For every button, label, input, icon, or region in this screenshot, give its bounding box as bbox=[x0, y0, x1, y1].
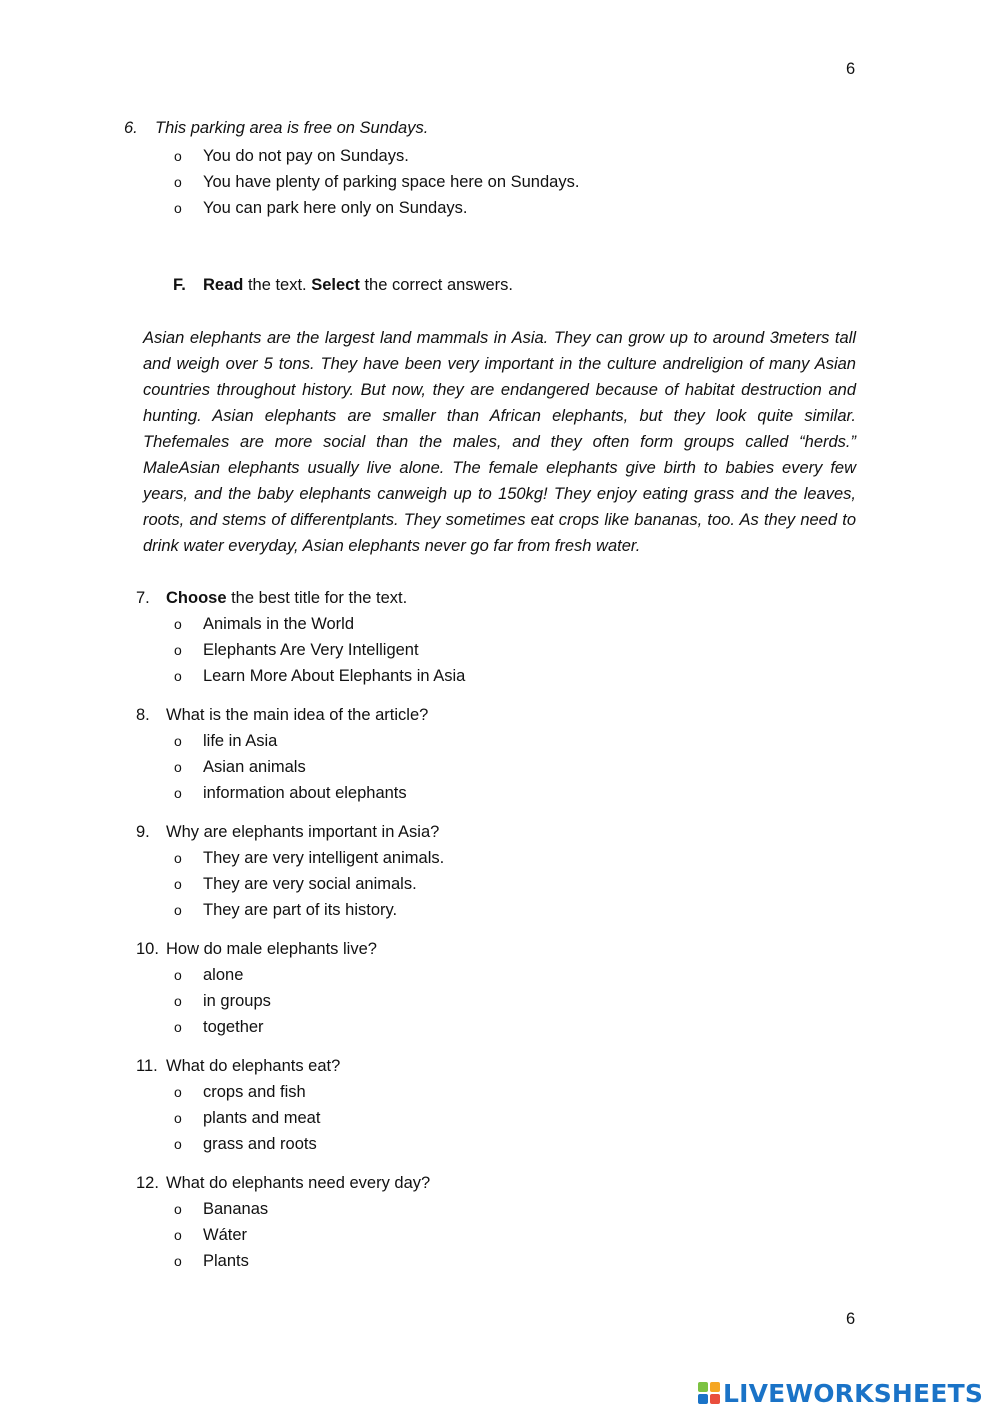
question-9 bbox=[136, 819, 439, 845]
question-8 bbox=[136, 702, 428, 728]
instruction-text: the correct answers. bbox=[359, 276, 513, 294]
option-radio[interactable] bbox=[174, 897, 444, 923]
radio-circle-icon: o bbox=[174, 1110, 182, 1126]
option-radio[interactable] bbox=[174, 1014, 271, 1040]
radio-circle-icon: o bbox=[174, 1084, 182, 1100]
option-radio[interactable] bbox=[174, 143, 579, 169]
option-label: plants and meat bbox=[203, 1109, 321, 1127]
option-radio[interactable] bbox=[174, 1131, 320, 1157]
radio-circle-icon: o bbox=[174, 616, 182, 632]
option-radio[interactable] bbox=[174, 169, 579, 195]
option-label: life in Asia bbox=[203, 732, 278, 750]
option-radio[interactable] bbox=[174, 1222, 268, 1248]
option-radio[interactable] bbox=[174, 1196, 268, 1222]
option-label: Bananas bbox=[203, 1200, 269, 1218]
option-radio[interactable] bbox=[174, 871, 444, 897]
liveworksheets-logo[interactable] bbox=[698, 1378, 983, 1408]
option-label: They are very social animals. bbox=[203, 875, 417, 893]
radio-circle-icon: o bbox=[174, 174, 182, 190]
option-label: You do not pay on Sundays. bbox=[203, 147, 409, 165]
option-radio[interactable] bbox=[174, 754, 407, 780]
question-text: What do elephants eat? bbox=[166, 1057, 341, 1075]
radio-circle-icon: o bbox=[174, 1253, 182, 1269]
radio-circle-icon: o bbox=[174, 902, 182, 918]
question-number: 6. bbox=[124, 119, 138, 137]
option-radio[interactable] bbox=[174, 611, 465, 637]
radio-circle-icon: o bbox=[174, 200, 182, 216]
option-radio[interactable] bbox=[174, 637, 465, 663]
question-11 bbox=[136, 1053, 340, 1079]
radio-circle-icon: o bbox=[174, 668, 182, 684]
radio-circle-icon: o bbox=[174, 733, 182, 749]
section-letter: F. bbox=[173, 276, 186, 294]
radio-circle-icon: o bbox=[174, 1201, 182, 1217]
radio-circle-icon: o bbox=[174, 148, 182, 164]
question-number: 12. bbox=[136, 1174, 159, 1192]
option-label: grass and roots bbox=[203, 1135, 317, 1153]
option-label: They are very intelligent animals. bbox=[203, 849, 445, 867]
option-radio[interactable] bbox=[174, 988, 271, 1014]
option-radio[interactable] bbox=[174, 1248, 268, 1274]
question-text: What do elephants need every day? bbox=[166, 1174, 431, 1192]
radio-circle-icon: o bbox=[174, 850, 182, 866]
question-6-options bbox=[174, 143, 579, 221]
question-7 bbox=[136, 585, 407, 611]
radio-circle-icon: o bbox=[174, 1136, 182, 1152]
question-number: 10. bbox=[136, 940, 159, 958]
option-radio[interactable] bbox=[174, 1105, 320, 1131]
question-number: 11. bbox=[136, 1057, 158, 1075]
option-label: together bbox=[203, 1018, 264, 1036]
question-7-options bbox=[174, 611, 465, 689]
instruction-verb-read: Read bbox=[203, 276, 244, 294]
question-9-options bbox=[174, 845, 444, 923]
logo-grid-icon bbox=[698, 1382, 720, 1404]
option-radio[interactable] bbox=[174, 780, 407, 806]
option-label: in groups bbox=[203, 992, 271, 1010]
option-label: Elephants Are Very Intelligent bbox=[203, 641, 419, 659]
radio-circle-icon: o bbox=[174, 642, 182, 658]
option-radio[interactable] bbox=[174, 845, 444, 871]
radio-circle-icon: o bbox=[174, 1019, 182, 1035]
question-10-options bbox=[174, 962, 271, 1040]
option-label: Wáter bbox=[203, 1226, 248, 1244]
option-label: They are part of its history. bbox=[203, 901, 398, 919]
option-radio[interactable] bbox=[174, 728, 407, 754]
option-label: You can park here only on Sundays. bbox=[203, 199, 468, 217]
option-label: information about elephants bbox=[203, 784, 407, 802]
question-text: What is the main idea of the article? bbox=[166, 706, 429, 724]
question-12 bbox=[136, 1170, 430, 1196]
option-radio[interactable] bbox=[174, 962, 271, 988]
question-6 bbox=[124, 119, 428, 138]
instruction-text: the text. bbox=[243, 276, 312, 294]
radio-circle-icon: o bbox=[174, 876, 182, 892]
option-label: alone bbox=[203, 966, 244, 984]
question-number: 9. bbox=[136, 823, 150, 841]
radio-circle-icon: o bbox=[174, 785, 182, 801]
page-number-bottom: 6 bbox=[846, 1310, 856, 1328]
radio-circle-icon: o bbox=[174, 967, 182, 983]
option-radio[interactable] bbox=[174, 663, 465, 689]
option-label: Animals in the World bbox=[203, 615, 355, 633]
option-label: Plants bbox=[203, 1252, 249, 1270]
radio-circle-icon: o bbox=[174, 759, 182, 775]
question-text: How do male elephants live? bbox=[166, 940, 377, 958]
option-label: Learn More About Elephants in Asia bbox=[203, 667, 466, 685]
section-f-instruction bbox=[173, 276, 513, 295]
question-number: 7. bbox=[136, 589, 150, 607]
option-radio[interactable] bbox=[174, 1079, 320, 1105]
question-number: 8. bbox=[136, 706, 150, 724]
option-label: You have plenty of parking space here on Sundays. bbox=[203, 173, 580, 191]
option-label: crops and fish bbox=[203, 1083, 306, 1101]
radio-circle-icon: o bbox=[174, 1227, 182, 1243]
logo-text: LIVEWORKSHEETS bbox=[723, 1378, 984, 1408]
question-8-options bbox=[174, 728, 407, 806]
question-text: the best title for the text. bbox=[226, 589, 408, 607]
option-radio[interactable] bbox=[174, 195, 579, 221]
reading-passage: Asian elephants are the largest land mammals in Asia. They can grow up to around 3meters tall and weigh over 5 tons. They have been very important in the culture andreligion of many Asian countries throughout history. But now, they are endangered because of habitat destruction and hunting. Asian elephants are smaller than African elephants, but they look quite similar. Thefemales are more social than the males, and they often form groups called “herds.” MaleAsian elephants usually live alone. The female elephants give birth to babies every few years, and the baby elephants canweigh up to 150kg! They enjoy eating grass and the leaves, roots, and stems of differentplants. They sometimes eat crops like bananas, too. As they need to drink water everyday, Asian elephants never go far from fresh water. bbox=[143, 329, 856, 555]
radio-circle-icon: o bbox=[174, 993, 182, 1009]
question-prompt: This parking area is free on Sundays. bbox=[155, 119, 429, 137]
option-label: Asian animals bbox=[203, 758, 306, 776]
question-11-options bbox=[174, 1079, 320, 1157]
question-10 bbox=[136, 936, 377, 962]
question-text: Why are elephants important in Asia? bbox=[166, 823, 440, 841]
question-12-options bbox=[174, 1196, 268, 1274]
page-number-top: 6 bbox=[846, 60, 856, 78]
question-bold-word: Choose bbox=[166, 589, 227, 607]
instruction-verb-select: Select bbox=[311, 276, 360, 294]
